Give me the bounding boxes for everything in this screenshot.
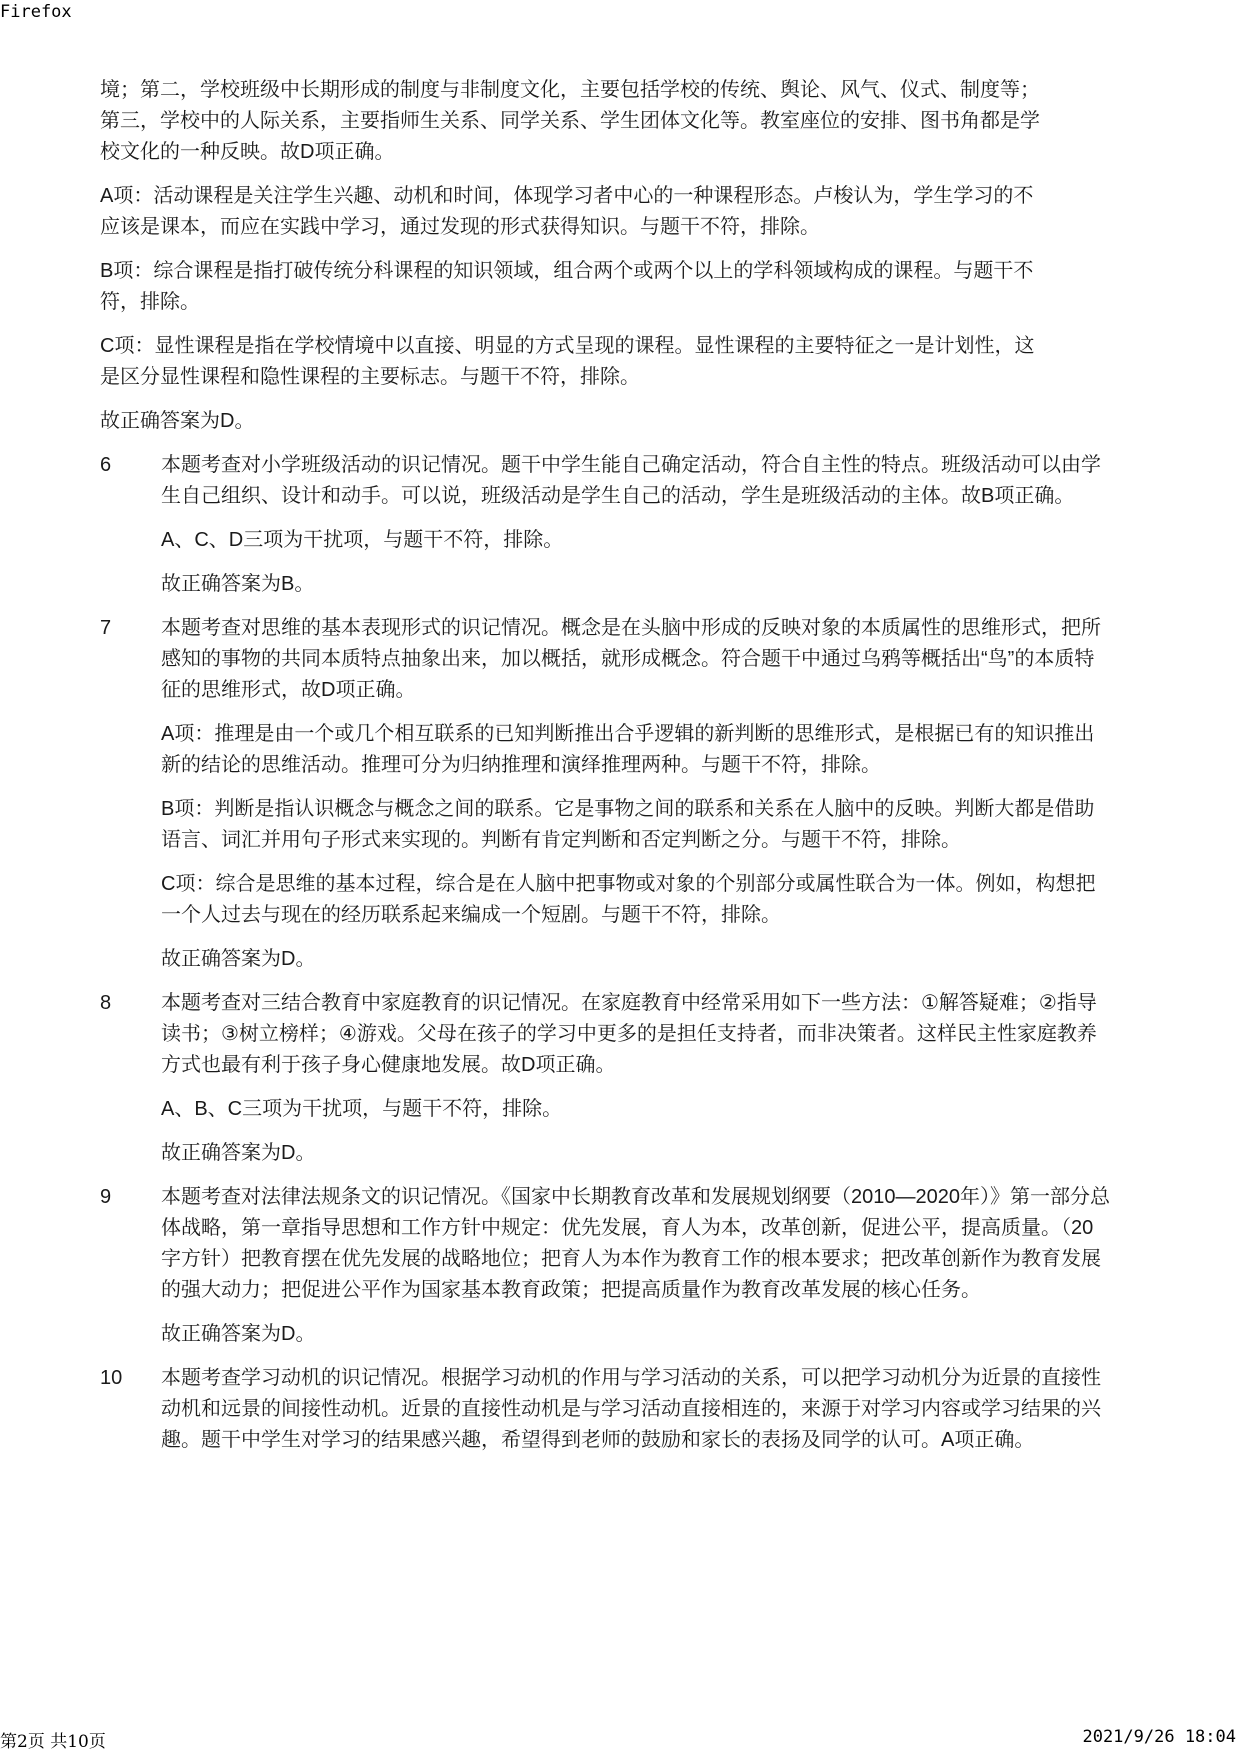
item-number: 10 <box>100 1367 123 1389</box>
answer-item-9 <box>100 1182 1110 1350</box>
item-sub: A、B、C三项为干扰项，与题干不符，排除。 <box>161 1098 563 1120</box>
item-body <box>161 1363 1110 1456</box>
item-number: 8 <box>100 992 112 1014</box>
page-indicator: 第2页 共10页 <box>0 1732 106 1752</box>
item-text: 本题考查学习动机的识记情况。根据学习动机的作用与学习活动的关系，可以把学习动机分为近景的直接性动机和远景的间接性动机。近景的直接性动机是与学习活动直接相连的，来源于对学习内容或学习结果的兴趣。题干中学生对学习的结果感兴趣，希望得到老师的鼓励和家长的表扬及同学的认可。A项正确。 <box>161 1367 1101 1451</box>
browser-title: Firefox <box>0 2 72 22</box>
answer-line: 故正确答案为D。 <box>100 410 255 432</box>
item-body <box>161 613 1110 975</box>
answer-item-6 <box>100 450 1110 600</box>
item-answer: 故正确答案为D。 <box>161 1142 316 1164</box>
answer-item-7 <box>100 613 1110 975</box>
answer-item-10 <box>100 1363 1110 1456</box>
answer-item-8 <box>100 988 1110 1169</box>
intro-paragraph: B项：综合课程是指打破传统分科课程的知识领域，组合两个或两个以上的学科领域构成的课程。与题干不符，排除。 <box>100 260 1034 313</box>
item-text: 本题考查对思维的基本表现形式的识记情况。概念是在头脑中形成的反映对象的本质属性的思维形式，把所感知的事物的共同本质特点抽象出来，加以概括，就形成概念。符合题干中通过乌鸦等概括出“鸟”的本质特征的思维形式，故D项正确。 <box>161 617 1101 701</box>
item-text: 本题考查对小学班级活动的识记情况。题干中学生能自己确定活动，符合自主性的特点。班级活动可以由学生自己组织、设计和动手。可以说，班级活动是学生自己的活动，学生是班级活动的主体。故B项正确。 <box>161 454 1101 507</box>
intro-paragraph: 境；第二，学校班级中长期形成的制度与非制度文化，主要包括学校的传统、舆论、风气、仪式、制度等；第三，学校中的人际关系，主要指师生关系、同学关系、学生团体文化等。教室座位的安排、图书角都是学校文化的一种反映。故D项正确。 <box>100 79 1040 163</box>
item-body <box>161 1182 1110 1350</box>
item-number: 7 <box>100 617 112 639</box>
item-answer: 故正确答案为D。 <box>161 1323 316 1345</box>
item-sub: A、C、D三项为干扰项，与题干不符，排除。 <box>161 529 564 551</box>
item-answer: 故正确答案为B。 <box>161 573 315 595</box>
intro-paragraph: C项：显性课程是指在学校情境中以直接、明显的方式呈现的课程。显性课程的主要特征之一是计划性，这是区分显性课程和隐性课程的主要标志。与题干不符，排除。 <box>100 335 1035 388</box>
item-sub: B项：判断是指认识概念与概念之间的联系。它是事物之间的联系和关系在人脑中的反映。判断大都是借助语言、词汇并用句子形式来实现的。判断有肯定判断和否定判断之分。与题干不符，排除。 <box>161 798 1095 851</box>
intro-paragraph: A项：活动课程是关注学生兴趣、动机和时间，体现学习者中心的一种课程形态。卢梭认为，学生学习的不应该是课本，而应在实践中学习，通过发现的形式获得知识。与题干不符，排除。 <box>100 185 1034 238</box>
item-number: 6 <box>100 454 112 476</box>
item-body <box>161 988 1110 1169</box>
print-datetime: 2021/9/26 18:04 <box>1082 1727 1236 1747</box>
item-text: 本题考查对三结合教育中家庭教育的识记情况。在家庭教育中经常采用如下一些方法：①解答疑难；②指导读书；③树立榜样；④游戏。父母在孩子的学习中更多的是担任支持者，而非决策者。这样民主性家庭教养方式也最有利于孩子身心健康地发展。故D项正确。 <box>161 992 1097 1076</box>
item-number: 9 <box>100 1186 112 1208</box>
item-sub: A项：推理是由一个或几个相互联系的已知判断推出合乎逻辑的新判断的思维形式，是根据已有的知识推出新的结论的思维活动。推理可分为归纳推理和演绎推理两种。与题干不符，排除。 <box>161 723 1095 776</box>
item-answer: 故正确答案为D。 <box>161 948 316 970</box>
document-content <box>100 75 1110 1469</box>
item-sub: C项：综合是思维的基本过程，综合是在人脑中把事物或对象的个别部分或属性联合为一体。例如，构想把一个人过去与现在的经历联系起来编成一个短剧。与题干不符，排除。 <box>161 873 1096 926</box>
item-text: 本题考查对法律法规条文的识记情况。《国家中长期教育改革和发展规划纲要（2010—2020年）》第一部分总体战略，第一章指导思想和工作方针中规定：优先发展，育人为本，改革创新，促进公平，提高质量。（20字方针）把教育摆在优先发展的战略地位；把育人为本作为教育工作的根本要求；把改革创新作为教育发展的强大动力；把促进公平作为国家基本教育政策；把提高质量作为教育改革发展的核心任务。 <box>161 1186 1110 1301</box>
item-body <box>161 450 1110 600</box>
